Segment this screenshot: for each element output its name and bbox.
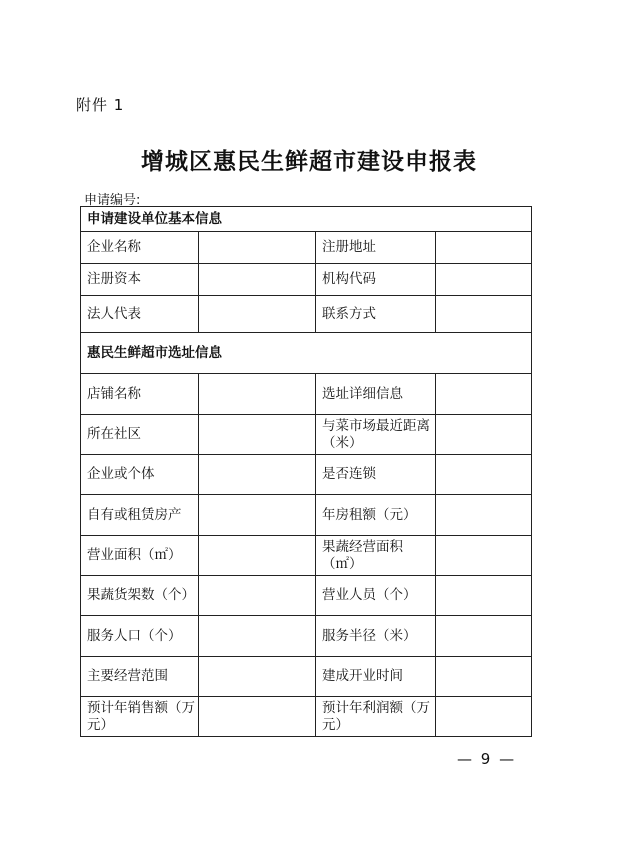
- field-label: 选址详细信息: [316, 374, 436, 415]
- field-value-annual-profit[interactable]: [436, 697, 532, 737]
- field-value-registered-address[interactable]: [436, 232, 532, 264]
- field-label: 联系方式: [316, 296, 436, 333]
- field-value-site-details[interactable]: [436, 374, 532, 415]
- page-number: — 9 —: [457, 750, 517, 768]
- field-label: 营业人员（个）: [316, 576, 436, 616]
- field-value-legal-representative[interactable]: [199, 296, 316, 333]
- field-value-business-area[interactable]: [199, 536, 316, 576]
- field-label: 注册地址: [316, 232, 436, 264]
- field-label: 果蔬经营面积（㎡）: [316, 536, 436, 576]
- section-heading-basic-info: 申请建设单位基本信息: [81, 207, 532, 232]
- field-label: 与菜市场最近距离（米）: [316, 415, 436, 455]
- field-label: 年房租额（元）: [316, 495, 436, 536]
- field-value-produce-area[interactable]: [436, 536, 532, 576]
- field-label: 果蔬货架数（个）: [81, 576, 199, 616]
- field-value-opening-date[interactable]: [436, 657, 532, 697]
- field-label: 法人代表: [81, 296, 199, 333]
- field-label: 服务半径（米）: [316, 616, 436, 657]
- table-row: [81, 455, 532, 495]
- application-form-table: [80, 206, 532, 737]
- field-value-property-type[interactable]: [199, 495, 316, 536]
- field-value-shelf-count[interactable]: [199, 576, 316, 616]
- field-label: 预计年利润额（万元）: [316, 697, 436, 737]
- field-value-organization-code[interactable]: [436, 264, 532, 296]
- form-title: 增城区惠民生鲜超市建设申报表: [141, 148, 477, 175]
- table-row: [81, 264, 532, 296]
- field-label: 是否连锁: [316, 455, 436, 495]
- table-row: [81, 495, 532, 536]
- field-value-service-radius[interactable]: [436, 616, 532, 657]
- field-value-business-type[interactable]: [199, 455, 316, 495]
- field-value-service-population[interactable]: [199, 616, 316, 657]
- field-label: 主要经营范围: [81, 657, 199, 697]
- section-header-row: [81, 333, 532, 374]
- field-value-annual-rent[interactable]: [436, 495, 532, 536]
- table-row: [81, 576, 532, 616]
- table-row: [81, 415, 532, 455]
- section-heading-site-info: 惠民生鲜超市选址信息: [81, 333, 532, 374]
- attachment-label: 附件 1: [76, 96, 125, 114]
- table-row: [81, 697, 532, 737]
- field-value-contact[interactable]: [436, 296, 532, 333]
- application-number-label: 申请编号:: [84, 193, 141, 208]
- field-label: 注册资本: [81, 264, 199, 296]
- field-value-chain[interactable]: [436, 455, 532, 495]
- table-row: [81, 536, 532, 576]
- field-value-community[interactable]: [199, 415, 316, 455]
- section-header-row: [81, 207, 532, 232]
- field-value-annual-sales[interactable]: [199, 697, 316, 737]
- field-label: 机构代码: [316, 264, 436, 296]
- table-row: [81, 232, 532, 264]
- field-value-store-name[interactable]: [199, 374, 316, 415]
- table-row: [81, 296, 532, 333]
- field-value-enterprise-name[interactable]: [199, 232, 316, 264]
- field-label: 服务人口（个）: [81, 616, 199, 657]
- field-label: 所在社区: [81, 415, 199, 455]
- field-value-market-distance[interactable]: [436, 415, 532, 455]
- table-row: [81, 657, 532, 697]
- field-label: 企业或个体: [81, 455, 199, 495]
- field-label: 自有或租赁房产: [81, 495, 199, 536]
- field-value-registered-capital[interactable]: [199, 264, 316, 296]
- field-label: 营业面积（㎡）: [81, 536, 199, 576]
- table-row: [81, 374, 532, 415]
- table-row: [81, 616, 532, 657]
- field-value-staff-count[interactable]: [436, 576, 532, 616]
- field-label: 建成开业时间: [316, 657, 436, 697]
- field-label: 企业名称: [81, 232, 199, 264]
- field-label: 预计年销售额（万元）: [81, 697, 199, 737]
- field-value-business-scope[interactable]: [199, 657, 316, 697]
- field-label: 店铺名称: [81, 374, 199, 415]
